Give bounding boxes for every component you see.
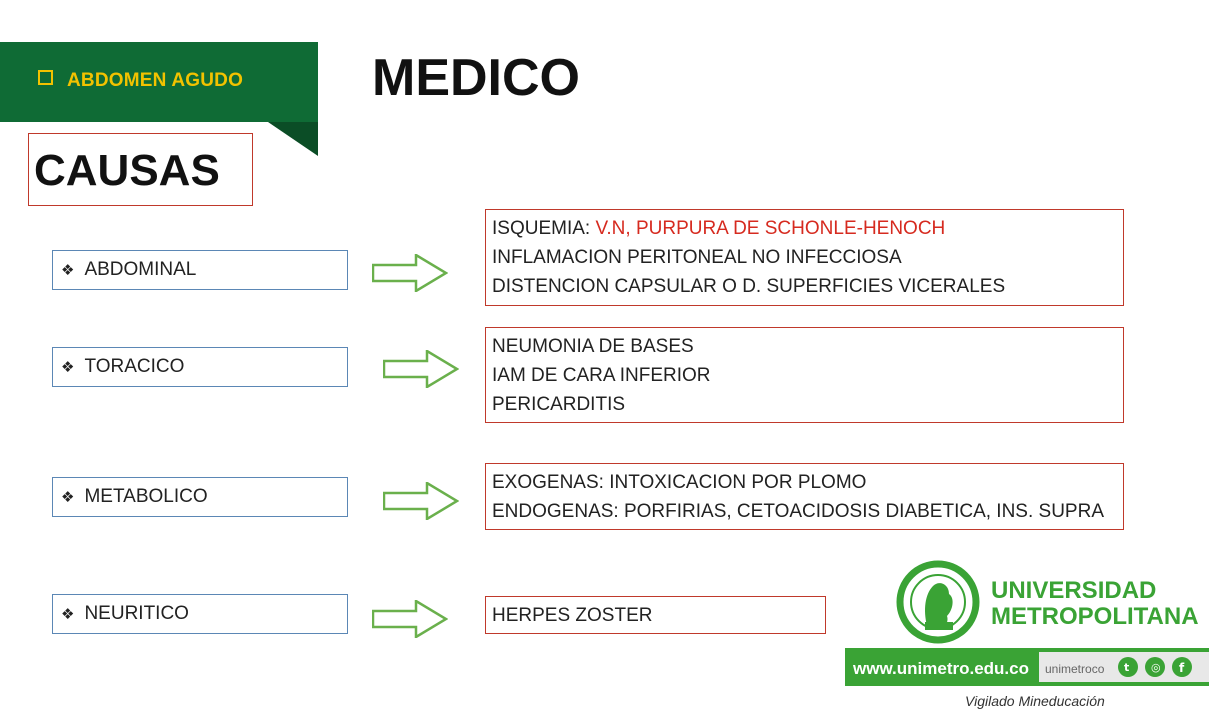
logo-line2: METROPOLITANA	[991, 603, 1199, 630]
category-abdominal	[52, 250, 348, 290]
logo-line1: UNIVERSIDAD	[991, 577, 1157, 604]
category-metabolico	[52, 477, 348, 517]
detail-prefix: ISQUEMIA:	[492, 218, 596, 239]
category-label: NEURITICO	[84, 603, 189, 624]
banner-label-text: ABDOMEN AGUDO	[67, 70, 244, 91]
diamond-bullet-icon: ❖	[61, 359, 75, 376]
university-logo	[845, 560, 1209, 720]
detail-box-abdominal	[485, 209, 1124, 306]
category-toracico	[52, 347, 348, 387]
logo-handle: unimetroco	[1045, 662, 1105, 676]
category-label: TORACICO	[84, 356, 185, 377]
right-arrow-icon	[383, 482, 459, 520]
svg-text:◎: ◎	[1151, 661, 1161, 674]
logo-url: www.unimetro.edu.co	[853, 659, 1029, 678]
svg-text:t: t	[1124, 661, 1130, 674]
subtitle: CAUSAS	[34, 146, 220, 195]
logo-vigilado: Vigilado Mineducación	[965, 693, 1105, 709]
category-label: ABDOMINAL	[84, 259, 197, 280]
diamond-bullet-icon: ❖	[61, 489, 75, 506]
detail-line: INFLAMACION PERITONEAL NO INFECCIOSA	[492, 247, 902, 268]
detail-box-metabolico	[485, 463, 1124, 530]
detail-line: DISTENCION CAPSULAR O D. SUPERFICIES VICERALES	[492, 276, 1006, 297]
right-arrow-icon	[372, 254, 448, 292]
banner-label	[38, 70, 243, 92]
detail-line: EXOGENAS: INTOXICACION POR PLOMO	[492, 472, 867, 493]
right-arrow-icon	[372, 600, 448, 638]
detail-line: PERICARDITIS	[492, 394, 626, 415]
category-neuritico	[52, 594, 348, 634]
svg-text:f: f	[1179, 661, 1185, 675]
detail-box-neuritico	[485, 596, 826, 634]
diamond-bullet-icon: ❖	[61, 262, 75, 279]
diamond-bullet-icon: ❖	[61, 606, 75, 623]
detail-box-toracico	[485, 327, 1124, 423]
detail-line: IAM DE CARA INFERIOR	[492, 365, 711, 386]
detail-line: NEUMONIA DE BASES	[492, 336, 694, 357]
detail-highlight: V.N, PURPURA DE SCHONLE-HENOCH	[595, 218, 946, 239]
detail-line	[492, 214, 1117, 243]
detail-line: ENDOGENAS: PORFIRIAS, CETOACIDOSIS DIABETICA, INS. SUPRA	[492, 501, 1104, 522]
checkbox-bullet-icon	[38, 70, 53, 85]
category-label: METABOLICO	[84, 486, 208, 507]
right-arrow-icon	[383, 350, 459, 388]
banner-fold	[268, 122, 318, 156]
page-title: MEDICO	[372, 49, 580, 107]
detail-line: HERPES ZOSTER	[492, 605, 653, 626]
